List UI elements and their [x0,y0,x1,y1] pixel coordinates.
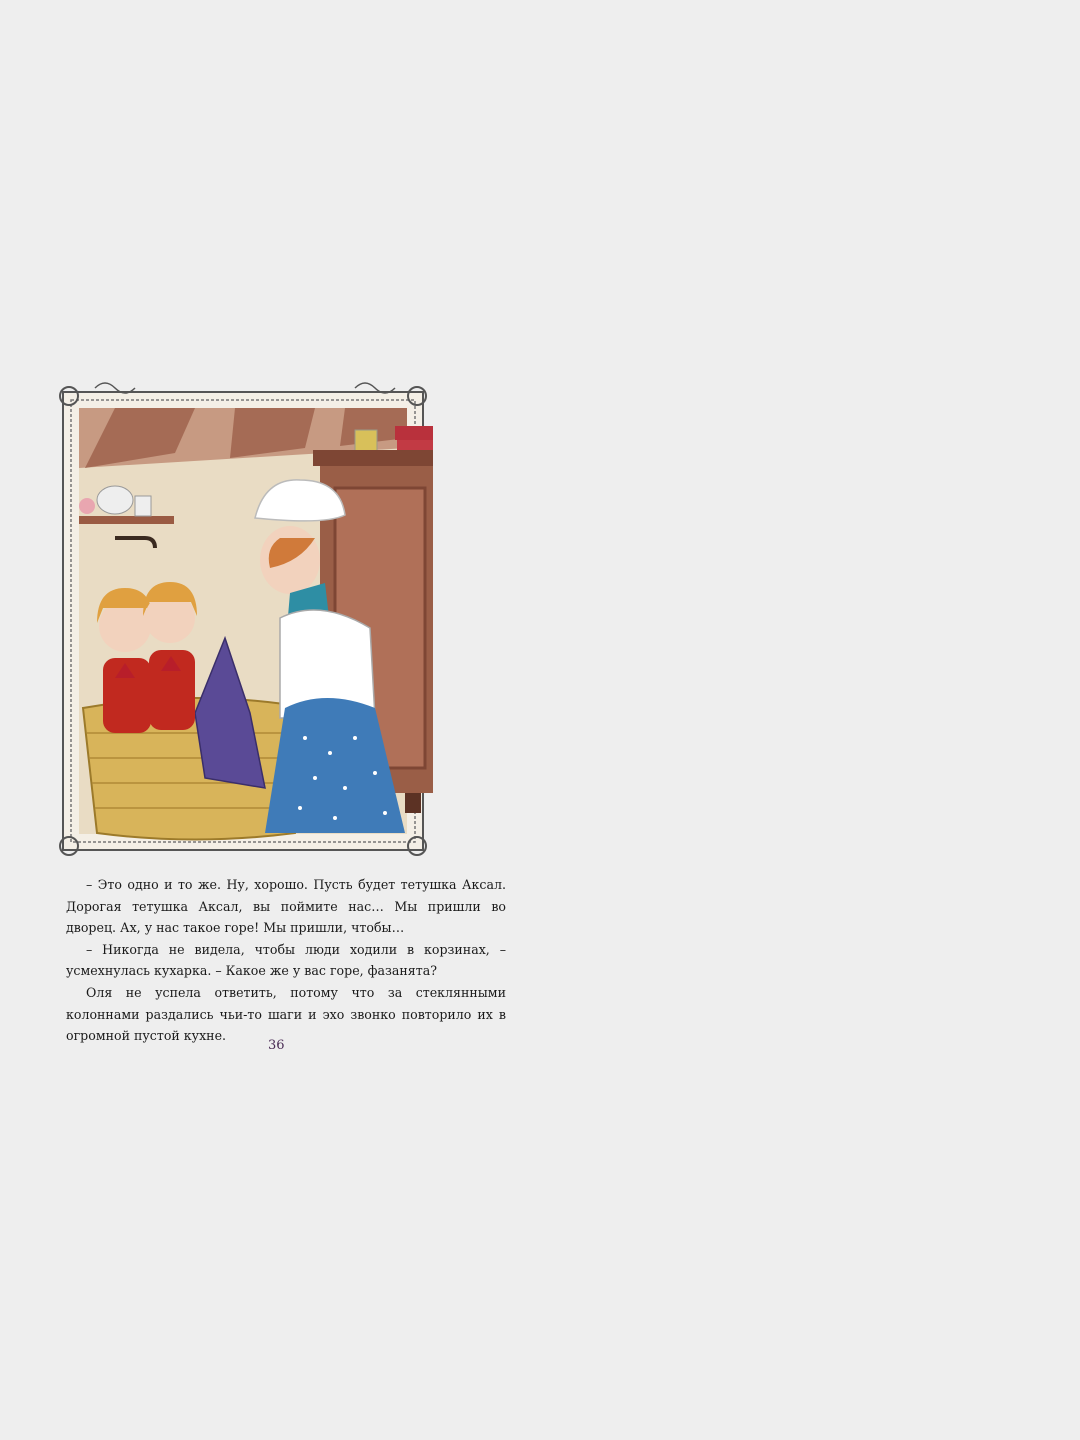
paragraph: – Никогда не видела, чтобы люди ходили в корзинах, – усмехнулась кухарка. – Какое же у вас горе, фазанята? [66,941,506,979]
cook-with-twins-in-basket-illustration [55,378,433,858]
paragraph: – Это одно и то же. Ну, хорошо. Пусть будет тетушка Аксал. Дорогая тетушка Аксал, вы поймите нас… Мы пришли во дворец. Ах, у нас такое горе! Мы пришли, чтобы… [66,877,506,936]
page-number: 36 [268,1038,285,1053]
right-page [540,0,1080,1440]
paragraph: Оля не успела ответить, потому что за стеклянными колоннами раздались чьи-то шаги и эхо звонко повторило их в огромной пустой кухне. [66,984,506,1044]
illustration [55,378,433,858]
left-page-text [66,874,506,1047]
